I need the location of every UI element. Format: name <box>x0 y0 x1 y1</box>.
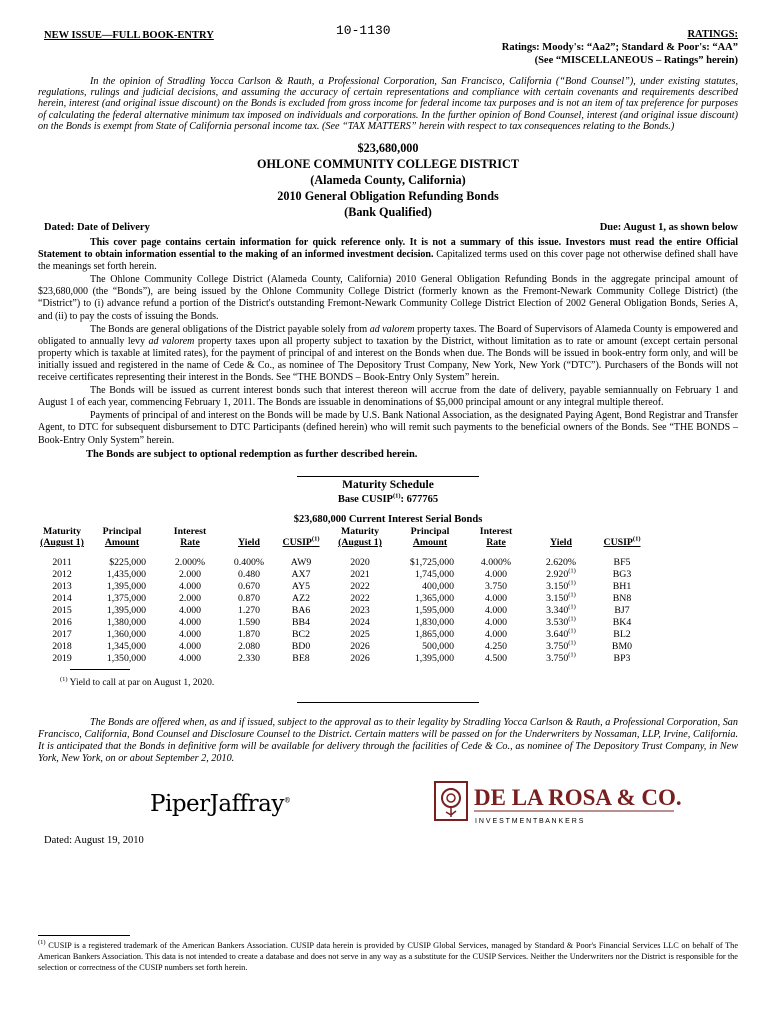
table-row <box>38 617 648 629</box>
principal-amount: 1,435,000 <box>106 568 146 580</box>
divider <box>297 476 479 477</box>
base-cusip: Base CUSIP$^{(1)}$: 677765 <box>337 492 439 505</box>
yield-value: 3.640$^{(1)}$ <box>546 627 576 640</box>
cusip-suffix: BN8 <box>612 592 632 604</box>
paragraph-interest: The Bonds will be issued as current interest bonds such that interest thereon will accrue from the date of delivery, payable semiannually on February 1 and August 1 of each year, commencing February 1, 2011. The Bonds are issuable in denominations of $5,000 principal amount or any integral multiple thereof. <box>38 385 738 409</box>
interest-rate: 4.000 <box>484 604 508 616</box>
yield-value: 3.750$^{(1)}$ <box>546 639 576 652</box>
cusip-suffix: BF5 <box>613 556 631 568</box>
due-label: Due: August 1, as shown below <box>599 222 738 234</box>
interest-rate: 3.750 <box>484 580 508 592</box>
principal-amount: 1,395,000 <box>414 652 454 664</box>
interest-rate: 4.000 <box>484 628 508 640</box>
maturity-year: 2019 <box>52 652 72 664</box>
ratings-heading: RATINGS: <box>687 29 738 40</box>
rose-icon <box>434 781 734 827</box>
yield-value: 0.670 <box>237 580 261 592</box>
yield-value: 3.150$^{(1)}$ <box>546 579 576 592</box>
col-principal-left: Principal Amount <box>102 525 142 549</box>
header <box>38 22 738 74</box>
maturity-year: 2015 <box>52 604 72 616</box>
paragraph-payments: Payments of principal of and interest on the Bonds will be made by U.S. Bank National Association, as the designated Paying Agent, Bond Registrar and Transfer Agent, to DTC for subsequent disbursement to DTC Participants (defined herein) who will remit such payments to the beneficial owners of the Bonds. See “THE BONDS – Book-Entry Only System” herein. <box>38 410 738 446</box>
interest-rate: 4.000% <box>480 556 512 568</box>
bond-counsel-opinion: In the opinion of Stradling Yocca Carlson & Rauth, a Professional Corporation, San Francisco, California (“Bond Counsel”), under existing statutes, regulations, rulings and judicial decisions, and assuming the accuracy of certain representations and compliance with certain covenants and requirements described herein, interest (and original issue discount) on the Bonds is excluded from gross income for federal income tax purposes and is not an item of tax preference for purposes of calculating the federal alternative minimum tax imposed on individuals and corporations. In the further opinion of Bond Counsel, interest (and original issue discount) on the Bonds is exempt from State of California personal income tax. (See “TAX MATTERS” herein with respect to tax consequences relating to the Bonds.) <box>38 76 738 132</box>
interest-rate: 4.000 <box>484 616 508 628</box>
dated-label: Dated: Date of Delivery <box>44 222 150 234</box>
table-row <box>38 629 648 641</box>
maturity-year: 2022 <box>350 592 370 604</box>
maturity-schedule-title: Maturity Schedule <box>342 478 434 491</box>
interest-rate: 4.500 <box>484 652 508 664</box>
redemption-note: The Bonds are subject to optional redemption as further described herein. <box>86 448 418 460</box>
col-yield-left: Yield <box>238 537 260 549</box>
maturity-year: 2016 <box>52 616 72 628</box>
principal-amount: 1,345,000 <box>106 640 146 652</box>
cusip-suffix: AW9 <box>290 556 312 568</box>
principal-amount: 1,360,000 <box>106 628 146 640</box>
maturity-year: 2023 <box>350 604 370 616</box>
principal-amount: 500,000 <box>422 640 454 652</box>
dated-date: Dated: August 19, 2010 <box>44 834 144 846</box>
maturity-year: 2014 <box>52 592 72 604</box>
ratings-reference: (See “MISCELLANEOUS – Ratings” herein) <box>534 55 738 66</box>
cusip-suffix: AZ2 <box>292 592 310 604</box>
cusip-suffix: BE8 <box>292 652 310 664</box>
cover-body <box>38 237 738 447</box>
yield-value: 2.080 <box>237 640 261 652</box>
col-principal-right: Principal Amount <box>410 525 450 549</box>
principal-amount: $225,000 <box>109 556 146 568</box>
table-row <box>38 557 648 569</box>
col-maturity-left: Maturity (August 1) <box>40 525 84 549</box>
interest-rate: 4.000 <box>178 580 202 592</box>
bank-qualified: (Bank Qualified) <box>344 205 432 220</box>
cusip-suffix: BM0 <box>611 640 633 652</box>
cusip-suffix: BK4 <box>612 616 632 628</box>
maturity-year: 2012 <box>52 568 72 580</box>
de-la-rosa-logo <box>434 781 734 832</box>
yield-value: 0.400% <box>233 556 265 568</box>
principal-amount: 400,000 <box>422 580 454 592</box>
col-rate-left: Interest Rate <box>173 525 207 549</box>
maturity-year: 2013 <box>52 580 72 592</box>
principal-amount: 1,375,000 <box>106 592 146 604</box>
interest-rate: 4.000 <box>484 568 508 580</box>
table-row <box>38 569 648 581</box>
offering-paragraph: The Bonds are offered when, as and if issued, subject to the approval as to their legality by Stradling Yocca Carlson & Rauth, a Professional Corporation, San Francisco, California, Bond Counsel and Disclosure Counsel to the District. Certain matters will be passed on for the Underwriters by Nossaman, LLP, Irvine, California. It is anticipated that the Bonds in definitive form will be available for delivery through the facilities of Cede & Co., as nominee of The Depository Trust Company, in New York, New York, on or about September 2, 2010. <box>38 716 738 764</box>
principal-amount: $1,725,000 <box>409 556 454 568</box>
principal-amount: 1,380,000 <box>106 616 146 628</box>
principal-amount: 1,350,000 <box>106 652 146 664</box>
maturity-year: 2026 <box>350 640 370 652</box>
county: (Alameda County, California) <box>310 173 466 188</box>
title-block <box>38 140 738 220</box>
yield-value: 0.870 <box>237 592 261 604</box>
paragraph-issuance: The Ohlone Community College District (Alameda County, California) 2010 General Obligation Refunding Bonds in the aggregate principal amount of $23,680,000 (the “Bonds”), are being issued by the Ohlone Community College District (formerly known as the Fremont-Newark Community College District) (the “District”) to (i) advance refund a portion of the District's outstanding Fremont-Newark Community College District Election of 2002 General Obligation Bonds, Series A, and (ii) to pay the costs of issuing the Bonds. <box>38 274 738 322</box>
principal-amount: 1,865,000 <box>414 628 454 640</box>
interest-rate: 4.000 <box>484 592 508 604</box>
maturity-year: 2018 <box>52 640 72 652</box>
maturity-subtitle: $23,680,000 Current Interest Serial Bonds <box>293 513 483 525</box>
yield-value: 2.330 <box>237 652 261 664</box>
cusip-suffix: BL2 <box>613 628 631 640</box>
interest-rate: 4.000 <box>178 628 202 640</box>
principal-amount: 1,395,000 <box>106 580 146 592</box>
yield-value: 2.620% <box>545 556 577 568</box>
table-row <box>38 605 648 617</box>
divider <box>297 702 479 703</box>
piper-jaffray-logo: PiperJaffray® <box>150 790 291 817</box>
maturity-table <box>38 526 648 665</box>
yield-value: 3.530$^{(1)}$ <box>546 615 576 628</box>
cusip-suffix: BH1 <box>612 580 632 592</box>
yield-note: $^{(1)}$ Yield to call at par on August 1, 2020. <box>38 669 738 688</box>
maturity-year: 2020 <box>350 556 370 568</box>
table-row <box>38 653 648 665</box>
maturity-year: 2011 <box>52 556 72 568</box>
cusip-suffix: BA6 <box>291 604 311 616</box>
maturity-year: 2022 <box>350 580 370 592</box>
yield-value: 2.920$^{(1)}$ <box>546 567 576 580</box>
yield-value: 3.150$^{(1)}$ <box>546 591 576 604</box>
interest-rate: 4.250 <box>484 640 508 652</box>
dated-due-line <box>38 222 738 236</box>
interest-rate: 4.000 <box>178 604 202 616</box>
issue-amount: $23,680,000 <box>357 141 419 156</box>
cusip-suffix: BG3 <box>612 568 632 580</box>
footnote-rule <box>38 935 130 936</box>
cusip-footnote: $^{(1)}$ CUSIP is a registered trademark of the American Bankers Association. CUSIP data herein is provided by CUSIP Global Services, managed by Standard & Poor's Financial Services LLC on behalf of The American Bankers Association. This data is not intended to create a database and does not serve in any way as a substitute for the CUSIP Services. Neither the Underwriters nor the District is responsible for the selection or correctness of the CUSIP numbers set forth herein. <box>38 935 738 973</box>
interest-rate: 4.000 <box>178 640 202 652</box>
cusip-suffix: BP3 <box>613 652 631 664</box>
yield-value: 1.270 <box>237 604 261 616</box>
table-row <box>38 593 648 605</box>
maturity-year: 2024 <box>350 616 370 628</box>
yield-value: 3.340$^{(1)}$ <box>546 603 576 616</box>
interest-rate: 4.000 <box>178 616 202 628</box>
maturity-year: 2025 <box>350 628 370 640</box>
yield-value: 0.480 <box>237 568 261 580</box>
interest-rate: 4.000 <box>178 652 202 664</box>
de-la-rosa-name: DE LA ROSA & CO. <box>474 784 682 810</box>
ratings-block <box>502 28 738 67</box>
maturity-table-header <box>38 526 648 549</box>
issuer-name: OHLONE COMMUNITY COLLEGE DISTRICT <box>257 157 519 172</box>
interest-rate: 2.000 <box>178 592 202 604</box>
table-row <box>38 581 648 593</box>
cusip-suffix: BC2 <box>292 628 310 640</box>
interest-rate: 2.000 <box>178 568 202 580</box>
note-rule <box>70 669 130 670</box>
principal-amount: 1,595,000 <box>414 604 454 616</box>
principal-amount: 1,745,000 <box>414 568 454 580</box>
table-row <box>38 641 648 653</box>
principal-amount: 1,365,000 <box>414 592 454 604</box>
cusip-suffix: AX7 <box>291 568 311 580</box>
col-cusip-left: CUSIP$^{(1)}$ <box>282 535 320 549</box>
interest-rate: 2.000% <box>174 556 206 568</box>
cusip-suffix: BJ7 <box>614 604 630 616</box>
col-maturity-right: Maturity (August 1) <box>338 525 382 549</box>
maturity-year: 2017 <box>52 628 72 640</box>
ratings-line: Ratings: Moody's: “Aa2”; Standard & Poor's: “AA” <box>501 42 738 53</box>
investment-bankers: I N V E S T M E N T B A N K E R S <box>475 817 584 825</box>
yield-value: 3.750$^{(1)}$ <box>546 651 576 664</box>
principal-amount: 1,830,000 <box>414 616 454 628</box>
paragraph-quick-reference: This cover page contains certain information for quick reference only. It is not a summary of this issue. Investors must read the entire Official Statement to obtain information essential to the making of an informed investment decision. Capitalized terms used on this cover page not otherwise defined shall have the meanings set forth herein. <box>38 237 738 273</box>
col-cusip-right: CUSIP$^{(1)}$ <box>603 535 641 549</box>
document-code: 10-1130 <box>336 23 391 38</box>
cusip-suffix: BD0 <box>291 640 311 652</box>
paragraph-security: The Bonds are general obligations of the District payable solely from ad valorem property taxes. The Board of Supervisors of Alameda County is empowered and obligated to annually levy ad valorem property taxes upon all property subject to taxation by the District, without limitation as to rate or amount (except certain personal property which is taxable at limited rates), for the payment of principal of and interest on the Bonds when due. The Bonds will be issued in book-entry form only, and will be initially issued and registered in the name of Cede & Co., as nominee of The Depository Trust Company, New York, New York (“DTC”). Purchasers of the Bonds will not receive certificates representing their interest in the Bonds. See “THE BONDS – Book-Entry Only System” herein. <box>38 323 738 384</box>
cusip-suffix: AY5 <box>291 580 311 592</box>
underwriter-logos <box>38 777 738 827</box>
principal-amount: 1,395,000 <box>106 604 146 616</box>
col-rate-right: Interest Rate <box>479 525 513 549</box>
official-statement-cover <box>38 22 738 846</box>
col-yield-right: Yield <box>550 537 572 549</box>
cusip-suffix: BB4 <box>292 616 310 628</box>
bond-series: 2010 General Obligation Refunding Bonds <box>277 189 499 204</box>
yield-value: 1.870 <box>237 628 261 640</box>
new-issue-label: NEW ISSUE—FULL BOOK-ENTRY <box>44 30 214 41</box>
maturity-year: 2026 <box>350 652 370 664</box>
maturity-year: 2021 <box>350 568 370 580</box>
yield-value: 1.590 <box>237 616 261 628</box>
